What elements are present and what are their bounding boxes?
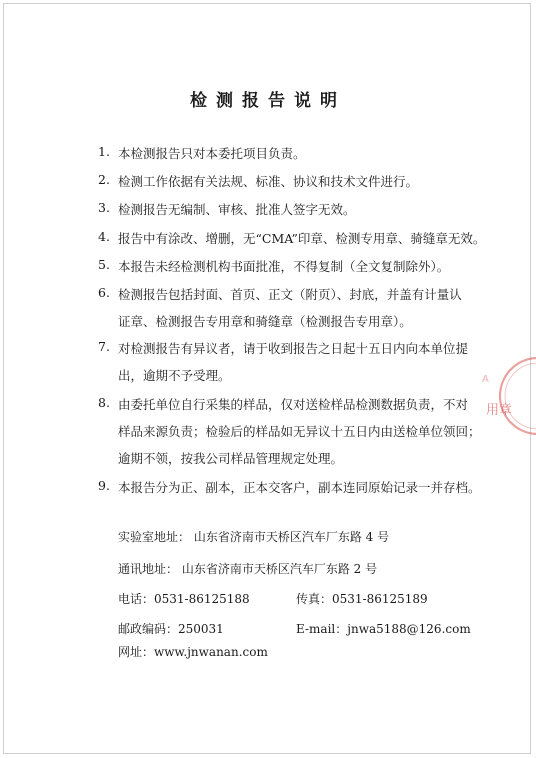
list-item-text: 本报告分为正、副本，正本交客户，副本连同原始记录一并存档。 [118,480,481,495]
list-item-number: 6. [98,285,110,300]
list-item-text: 检测工作依据有关法规、标准、协议和技术文件进行。 [118,174,419,189]
list-item-number: 2. [98,172,110,187]
list-item-number: 8. [98,395,110,410]
list-item-text: 出，逾期不予受理。 [118,368,231,383]
list-item-text: 逾期不领，按我公司样品管理规定处理。 [118,451,344,466]
email: E-mail：jnwa5188@126.com [296,622,471,636]
lab-address: 实验室地址： 山东省济南市天桥区汽车厂东路 4 号 [118,530,390,544]
list-item-text: 证章、检测报告专用章和骑缝章（检测报告专用章）。 [118,314,412,329]
mail-address: 通讯地址： 山东省济南市天桥区汽车厂东路 2 号 [118,562,378,576]
list-item-text: 检测报告包括封面、首页、正文（附页）、封底，并盖有计量认 [118,287,462,302]
list-item-number: 3. [98,200,110,215]
page-frame [3,3,531,754]
list-item-text: 由委托单位自行采集的样品，仅对送检样品检测数据负责，不对 [118,397,469,412]
svg-text:A: A [482,374,489,385]
list-item-number: 1. [98,144,110,159]
list-item-number: 7. [98,339,110,354]
fax: 传真：0531-86125189 [296,592,428,606]
phone: 电话：0531-86125188 [118,592,250,606]
list-item-number: 5. [98,257,110,272]
list-item-text: 样品来源负责；检验后的样品如无异议十五日内由送检单位领回； [118,424,481,439]
list-item-number: 4. [98,229,110,244]
page-title: 检测报告说明 [190,91,346,111]
list-item-text: 检测报告无编制、审核、批准人签字无效。 [118,202,356,217]
website: 网址：www.jnwanan.com [118,645,268,659]
seal-stamp [460,352,536,440]
seal-stamp-text: 用章 [486,403,513,418]
list-item-text: 本检测报告只对本委托项目负责。 [118,146,306,161]
list-item-text: 本报告未经检测机构书面批准，不得复制（全文复制除外）。 [118,259,450,274]
list-item-number: 9. [98,478,110,493]
postcode: 邮政编码：250031 [118,622,224,636]
list-item-text: 对检测报告有异议者，请于收到报告之日起十五日内向本单位提 [118,341,469,356]
list-item-text: 报告中有涂改、增删，无“CMA”印章、检测专用章、骑缝章无效。 [118,231,486,246]
